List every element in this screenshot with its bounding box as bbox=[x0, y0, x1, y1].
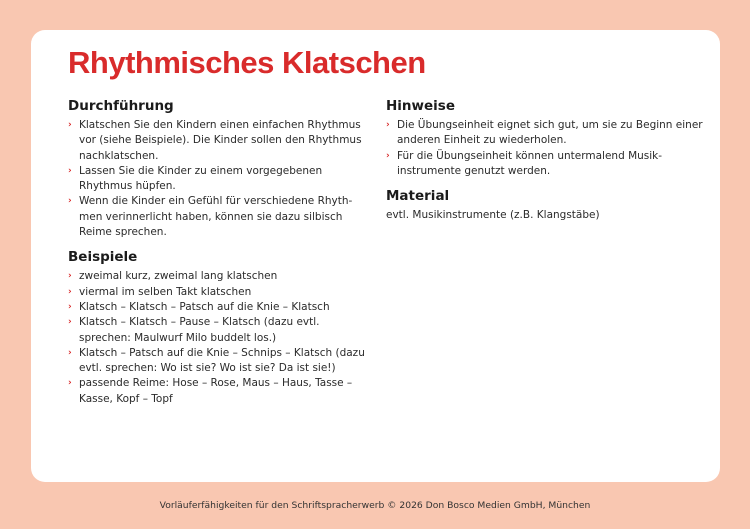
list-item: › Klatschen Sie den Kindern einen einfachen Rhythmus vor (siehe Beispiele). Die Kinder sollen den Rhythmus nachklatschen. bbox=[68, 119, 362, 162]
bullet-list bbox=[68, 269, 368, 407]
list-item: › Wenn die Kinder ein Gefühl für verschiedene Rhythmen verinnerlicht haben, können sie dazu silbisch Reime sprechen. bbox=[68, 195, 353, 239]
footer-copyright: Vorläuferfähigkeiten für den Schriftspracherwerb © 2026 Don Bosco Medien GmbH, München bbox=[159, 500, 591, 511]
bullet-arrow-icon: › bbox=[68, 317, 72, 328]
section-beispiele bbox=[68, 249, 368, 407]
section-heading: Durchführung bbox=[68, 98, 174, 114]
bullet-arrow-icon: › bbox=[68, 271, 72, 282]
section-material bbox=[386, 188, 706, 223]
bullet-arrow-icon: › bbox=[68, 120, 72, 130]
page-title: Rhythmisches Klatschen bbox=[68, 45, 426, 80]
list-item: › Die Übungseinheit eignet sich gut, um sie zu Beginn einer anderen Einheit zu wiederholen. bbox=[386, 119, 703, 147]
list-item: › passende Reime: Hose – Rose, Maus – Haus, Tasse – Kasse, Kopf – Topf bbox=[68, 377, 353, 405]
bullet-arrow-icon: › bbox=[68, 378, 72, 389]
left-column bbox=[68, 98, 368, 416]
section-heading: Hinweise bbox=[386, 98, 455, 114]
list-item: › Klatsch – Patsch auf die Knie – Schnips – Klatsch (dazu evtl. sprechen: Wo ist sie? Wo ist sie? Da ist sie!) bbox=[68, 346, 365, 375]
bullet-arrow-icon: › bbox=[68, 301, 72, 312]
list-item: › zweimal kurz, zweimal lang klatschen bbox=[68, 269, 368, 284]
activity-card bbox=[31, 30, 720, 482]
right-column bbox=[386, 98, 706, 232]
section-durchfuehrung bbox=[68, 98, 368, 240]
list-item: › Klatsch – Klatsch – Pause – Klatsch (dazu evtl. sprechen: Maulwurf Milo buddelt los.) bbox=[68, 316, 320, 344]
material-text: evtl. Musikinstrumente (z.B. Klangstäbe) bbox=[386, 209, 600, 222]
bullet-arrow-icon: › bbox=[68, 286, 72, 297]
list-item: › Für die Übungseinheit können untermalend Musikinstrumente genutzt werden. bbox=[386, 149, 663, 177]
list-item: › viermal im selben Takt klatschen bbox=[68, 285, 368, 300]
bullet-arrow-icon: › bbox=[386, 150, 390, 161]
list-item: › Klatsch – Klatsch – Patsch auf die Knie – Klatsch bbox=[68, 300, 368, 315]
bullet-arrow-icon: › bbox=[386, 120, 390, 130]
section-hinweise bbox=[386, 98, 706, 179]
bullet-arrow-icon: › bbox=[68, 196, 72, 207]
bullet-arrow-icon: › bbox=[68, 347, 72, 358]
bullet-list bbox=[68, 118, 368, 240]
section-heading: Material bbox=[386, 188, 450, 205]
bullet-list bbox=[386, 118, 706, 179]
list-item: › Lassen Sie die Kinder zu einem vorgegebenen Rhythmus hüpfen. bbox=[68, 164, 323, 193]
bullet-arrow-icon: › bbox=[68, 165, 72, 176]
section-heading: Beispiele bbox=[68, 249, 138, 266]
